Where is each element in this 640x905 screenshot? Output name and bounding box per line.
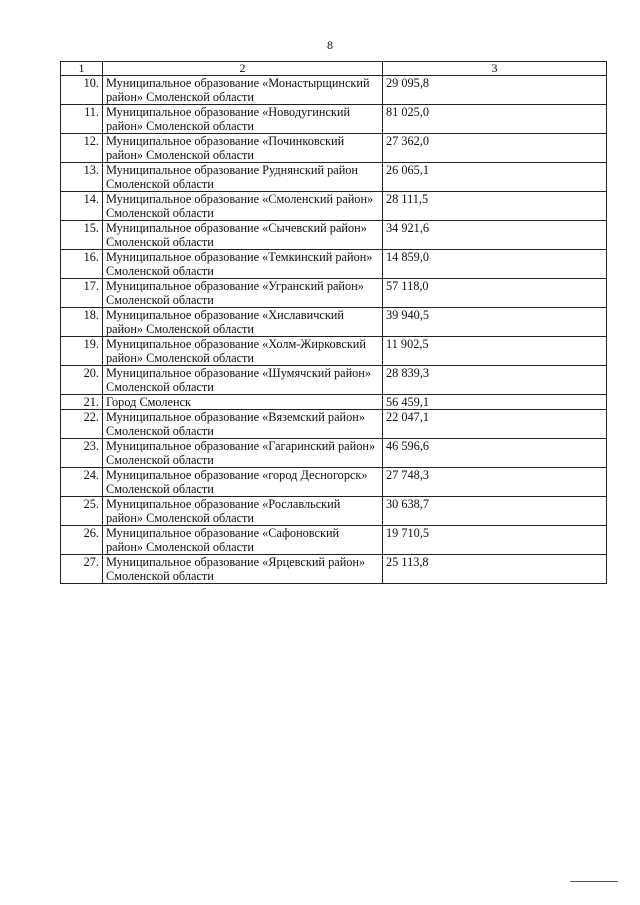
amount-value: 27 362,0 <box>383 134 607 163</box>
table-row <box>61 250 607 279</box>
row-number: 10. <box>61 76 103 105</box>
row-number: 27. <box>61 555 103 584</box>
row-number: 23. <box>61 439 103 468</box>
amount-value: 19 710,5 <box>383 526 607 555</box>
row-number: 26. <box>61 526 103 555</box>
amount-value: 57 118,0 <box>383 279 607 308</box>
amount-value: 14 859,0 <box>383 250 607 279</box>
footer-rule <box>570 881 618 882</box>
table-row <box>61 279 607 308</box>
municipality-name: Город Смоленск <box>103 395 383 410</box>
table-row <box>61 163 607 192</box>
amount-value: 28 111,5 <box>383 192 607 221</box>
amount-value: 29 095,8 <box>383 76 607 105</box>
municipality-name: Муниципальное образование «Вяземский район» Смоленской области <box>103 410 383 439</box>
municipality-name: Муниципальное образование «Угранский район» Смоленской области <box>103 279 383 308</box>
amount-value: 25 113,8 <box>383 555 607 584</box>
table-row <box>61 439 607 468</box>
column-header-name: 2 <box>103 62 383 76</box>
column-header-number: 1 <box>61 62 103 76</box>
municipality-name: Муниципальное образование «Смоленский район» Смоленской области <box>103 192 383 221</box>
table-row <box>61 366 607 395</box>
amount-value: 27 748,3 <box>383 468 607 497</box>
amount-value: 34 921,6 <box>383 221 607 250</box>
municipality-name: Муниципальное образование «Новодугинский район» Смоленской области <box>103 105 383 134</box>
amount-value: 11 902,5 <box>383 337 607 366</box>
row-number: 18. <box>61 308 103 337</box>
amount-value: 56 459,1 <box>383 395 607 410</box>
page-number: 8 <box>327 38 333 52</box>
row-number: 16. <box>61 250 103 279</box>
municipality-name: Муниципальное образование «Починковский район» Смоленской области <box>103 134 383 163</box>
row-number: 12. <box>61 134 103 163</box>
table-row <box>61 395 607 410</box>
table-row <box>61 497 607 526</box>
municipality-name: Муниципальное образование «Шумячский район» Смоленской области <box>103 366 383 395</box>
table-row <box>61 221 607 250</box>
table-row <box>61 555 607 584</box>
row-number: 15. <box>61 221 103 250</box>
row-number: 17. <box>61 279 103 308</box>
row-number: 11. <box>61 105 103 134</box>
row-number: 24. <box>61 468 103 497</box>
municipality-name: Муниципальное образование «Монастырщинский район» Смоленской области <box>103 76 383 105</box>
municipality-name: Муниципальное образование «Гагаринский район» Смоленской области <box>103 439 383 468</box>
amount-value: 22 047,1 <box>383 410 607 439</box>
amount-value: 30 638,7 <box>383 497 607 526</box>
row-number: 14. <box>61 192 103 221</box>
municipality-name: Муниципальное образование «город Десногорск» Смоленской области <box>103 468 383 497</box>
column-header-value: 3 <box>383 62 607 76</box>
allocation-table <box>60 61 607 584</box>
table-row <box>61 76 607 105</box>
table-row <box>61 134 607 163</box>
table-row <box>61 308 607 337</box>
amount-value: 81 025,0 <box>383 105 607 134</box>
table-row <box>61 337 607 366</box>
row-number: 22. <box>61 410 103 439</box>
table-row <box>61 468 607 497</box>
municipality-name: Муниципальное образование Руднянский район Смоленской области <box>103 163 383 192</box>
municipality-name: Муниципальное образование «Рославльский район» Смоленской области <box>103 497 383 526</box>
row-number: 21. <box>61 395 103 410</box>
municipality-name: Муниципальное образование «Сафоновский район» Смоленской области <box>103 526 383 555</box>
amount-value: 39 940,5 <box>383 308 607 337</box>
table-row <box>61 105 607 134</box>
amount-value: 46 596,6 <box>383 439 607 468</box>
row-number: 19. <box>61 337 103 366</box>
table-row <box>61 410 607 439</box>
row-number: 25. <box>61 497 103 526</box>
table-header-row <box>61 62 607 76</box>
municipality-name: Муниципальное образование «Темкинский район» Смоленской области <box>103 250 383 279</box>
amount-value: 26 065,1 <box>383 163 607 192</box>
amount-value: 28 839,3 <box>383 366 607 395</box>
municipality-name: Муниципальное образование «Сычевский район» Смоленской области <box>103 221 383 250</box>
municipality-name: Муниципальное образование «Ярцевский район» Смоленской области <box>103 555 383 584</box>
row-number: 20. <box>61 366 103 395</box>
row-number: 13. <box>61 163 103 192</box>
municipality-name: Муниципальное образование «Хиславичский район» Смоленской области <box>103 308 383 337</box>
table-row <box>61 526 607 555</box>
table-row <box>61 192 607 221</box>
municipality-name: Муниципальное образование «Холм-Жирковский район» Смоленской области <box>103 337 383 366</box>
